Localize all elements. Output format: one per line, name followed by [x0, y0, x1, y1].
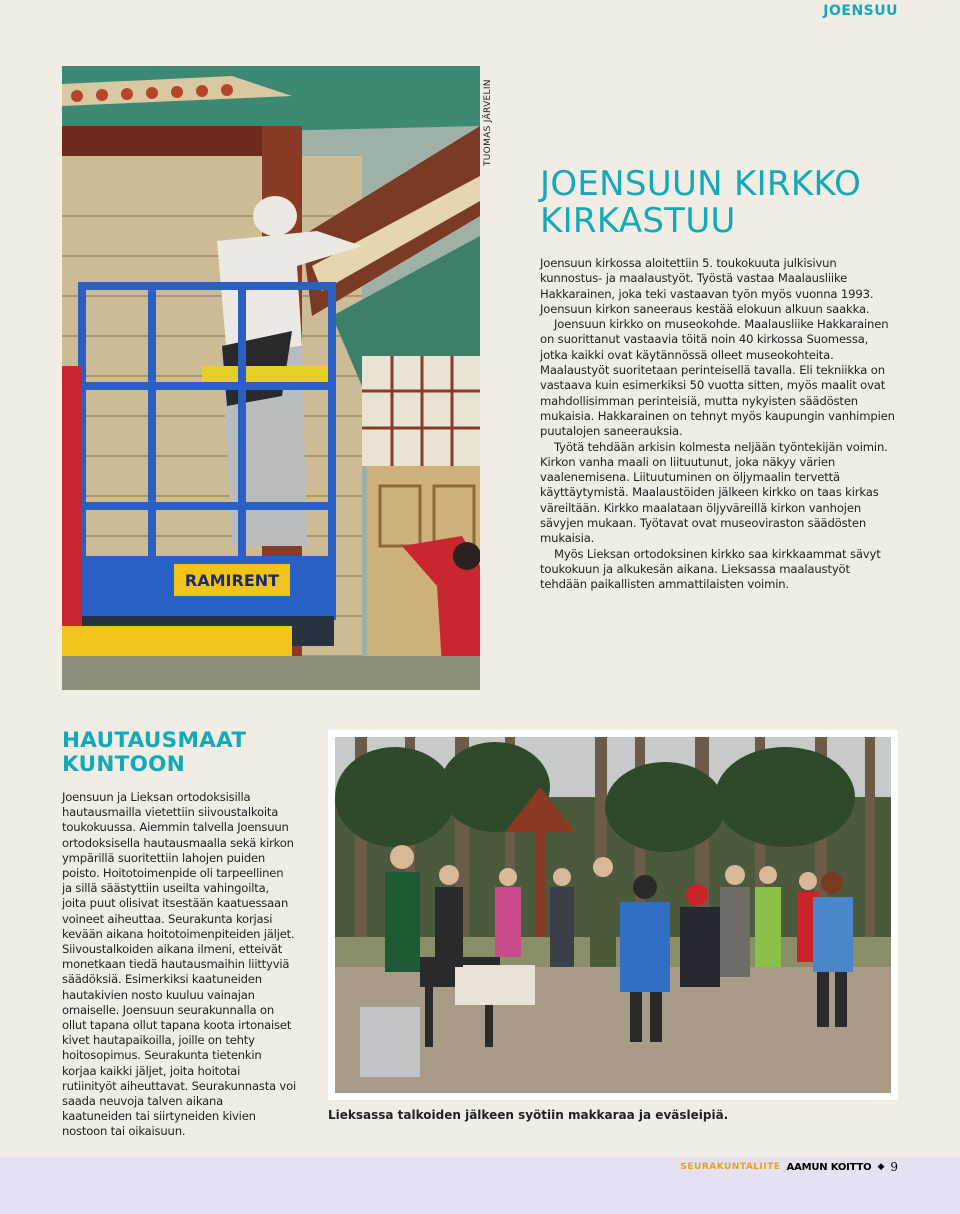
page-number: 9 — [890, 1160, 898, 1174]
diamond-icon: ◆ — [877, 1162, 885, 1172]
supplement-name: SEURAKUNTALIITE — [680, 1162, 781, 1172]
article2-title-line: HAUTAUSMAAT — [62, 728, 247, 753]
newspaper-logo: AAMUN KOITTO — [786, 1161, 872, 1173]
article-body — [540, 256, 898, 593]
article-paragraph: Joensuun kirkko on museokohde. Maalausliike Hakkarainen on suorittanut vastaavia töitä noin 40 kirkossa Suomessa, jotka kaikki ovat käytännössä olleet museokohteita. Maalaustyöt suoritetaan perinteisellä tavalla. Eli tekniikka on vastaava kuin esimerkiksi 50 vuotta sitten, myös maalit ovat mahdollisimman perinteisiä, mutta nykyisten säädösten mukaisia. Hakkarainen on tehnyt myös kaupungin vanhimpien puutalojen saneerauksia. — [540, 317, 895, 439]
lift-brand-text: RAMIRENT — [184, 571, 280, 590]
article-paragraph: Myös Lieksan ortodoksinen kirkko saa kirkkaammat sävyt toukokuun ja alkukesän aikana. Lieksassa maalaustyöt tehdään paikallisten ammattilaisten voimin. — [540, 546, 881, 592]
article-paragraph: Joensuun kirkossa aloitettiin 5. toukokuuta julkisivun kunnostus- ja maalaustyöt. Työstä vastaa Maalausliike Hakkarainen, joka teki vastaavan työn myös vuonna 1993. Joensuun kirkon saneeraus kestää elokuun alkuun saakka. — [540, 256, 874, 316]
article2-title — [62, 729, 312, 777]
article2-body: Joensuun ja Lieksan ortodoksisilla hautausmailla vietettiin siivoustalkoita toukokuussa. Aiemmin talvella Joensuun ortodoksisella hautausmaalla sekä kirkon ympärillä suoritettiin lahojen puiden poisto. Hoitotoimenpide oli tarpeellinen ja sillä säästyttiin useilta vahingoilta, joita puut olisivat itsestään kaatuessaan voineet aiheuttaa. Seurakunta korjasi kevään aikana hoitotoimenpiteiden jäljet. Siivoustalkoiden aikana ilmeni, etteivät monetkaan tiedä hautausmaihin liittyviä säädöksiä. Esimerkiksi kaatuneiden hautakivien nosto kuuluu vainajan omaiselle. Joensuun seurakunnalla on ollut tapana ollut tapana koota irtonaiset kivet hautapaikoilla, joille on tehty hoitosopimus. Seurakunta tietenkin korjaa kaikki jäljet, joita hoitotai rutiinityöt aiheuttavat. Seurakunnasta voi saada neuvoja talven aikana kaatuneiden tai siirtyneiden kivien nostoon tai oikaisuun. — [62, 790, 297, 1139]
church-painting-photo — [62, 66, 480, 690]
page-footer — [0, 1157, 960, 1214]
article-paragraph: Työtä tehdään arkisin kolmesta neljään työntekijän voimin. Kirkon vanha maali on liituutunut, joka näkyy värien vaalenemisena. Liituutuminen on öljymaalin tervettä käyttäytymistä. Maalaustöiden jälkeen kirkko on taas kirkas väreiltään. Kirkko maalataan öljyväreillä kirkon vanhojen sävyjen mukaan. Työtavat ovat museoviraston säädösten mukaisia. — [540, 439, 888, 546]
article-title: JOENSUUN KIRKKO KIRKASTUU — [540, 164, 862, 241]
photo-credit: TUOMAS JÄRVELIN — [483, 79, 493, 166]
article2-title-line: KUNTOON — [62, 752, 186, 777]
section-label: JOENSUU — [823, 3, 898, 19]
photo-caption: Lieksassa talkoiden jälkeen syötiin makkaraa ja eväsleipiä. — [328, 1108, 729, 1122]
cemetery-volunteers-photo — [328, 730, 898, 1100]
